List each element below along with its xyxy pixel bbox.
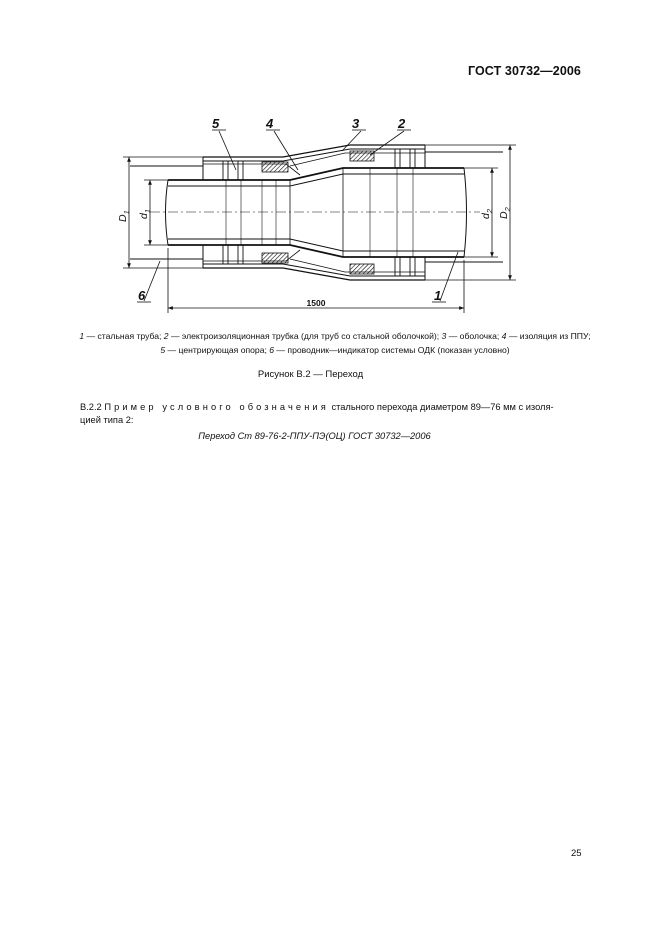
example-text: стального перехода диаметром 89—76 мм с изоля- [328, 402, 554, 412]
dim-label-D1: $D_1$ [117, 210, 131, 222]
ppu-insulation [203, 153, 425, 272]
example-paragraph [80, 401, 581, 415]
figure-caption: Рисунок В.2 — Переход [257, 369, 364, 380]
figure-legend-line-1: 1 — стальная труба; 2 — электроизоляционная трубка (для труб со стальной оболочкой); 3 — оболочка; 4 — изоляция из ППУ; [79, 331, 591, 341]
example-designation: Переход Ст 89-76-2-ППУ-ПЭ(ОЦ) ГОСТ 30732—2006 [198, 431, 431, 441]
reducer-drawing [0, 0, 661, 330]
callout-6: 6 [138, 288, 146, 303]
insulating-sleeves [262, 151, 374, 274]
callout-4: 4 [266, 116, 274, 131]
callout-5: 5 [212, 116, 220, 131]
document-header: ГОСТ 30732—2006 [467, 64, 581, 78]
page-number: 25 [571, 848, 582, 859]
example-paragraph-line-2: цией типа 2: [80, 415, 134, 425]
outer-jacket [203, 145, 425, 280]
dim-label-D2: $D_2$ [498, 207, 512, 219]
dim-label-length: 1500 [306, 298, 326, 308]
dim-label-d1: $d_1$ [138, 208, 152, 219]
figure-legend-line-2: 5 — центрирующая опора; 6 — проводник—индикатор системы ОДК (показан условно) [160, 345, 510, 355]
example-number: В.2.2 [80, 402, 102, 412]
callout-1: 1 [434, 288, 442, 303]
callout-2: 2 [398, 116, 406, 131]
dimension-lines [123, 145, 516, 313]
steel-pipe [166, 168, 467, 257]
example-term: Пример условного обозначения [104, 402, 329, 412]
callout-3: 3 [352, 116, 360, 131]
dim-label-d2: $d_2$ [480, 208, 494, 219]
